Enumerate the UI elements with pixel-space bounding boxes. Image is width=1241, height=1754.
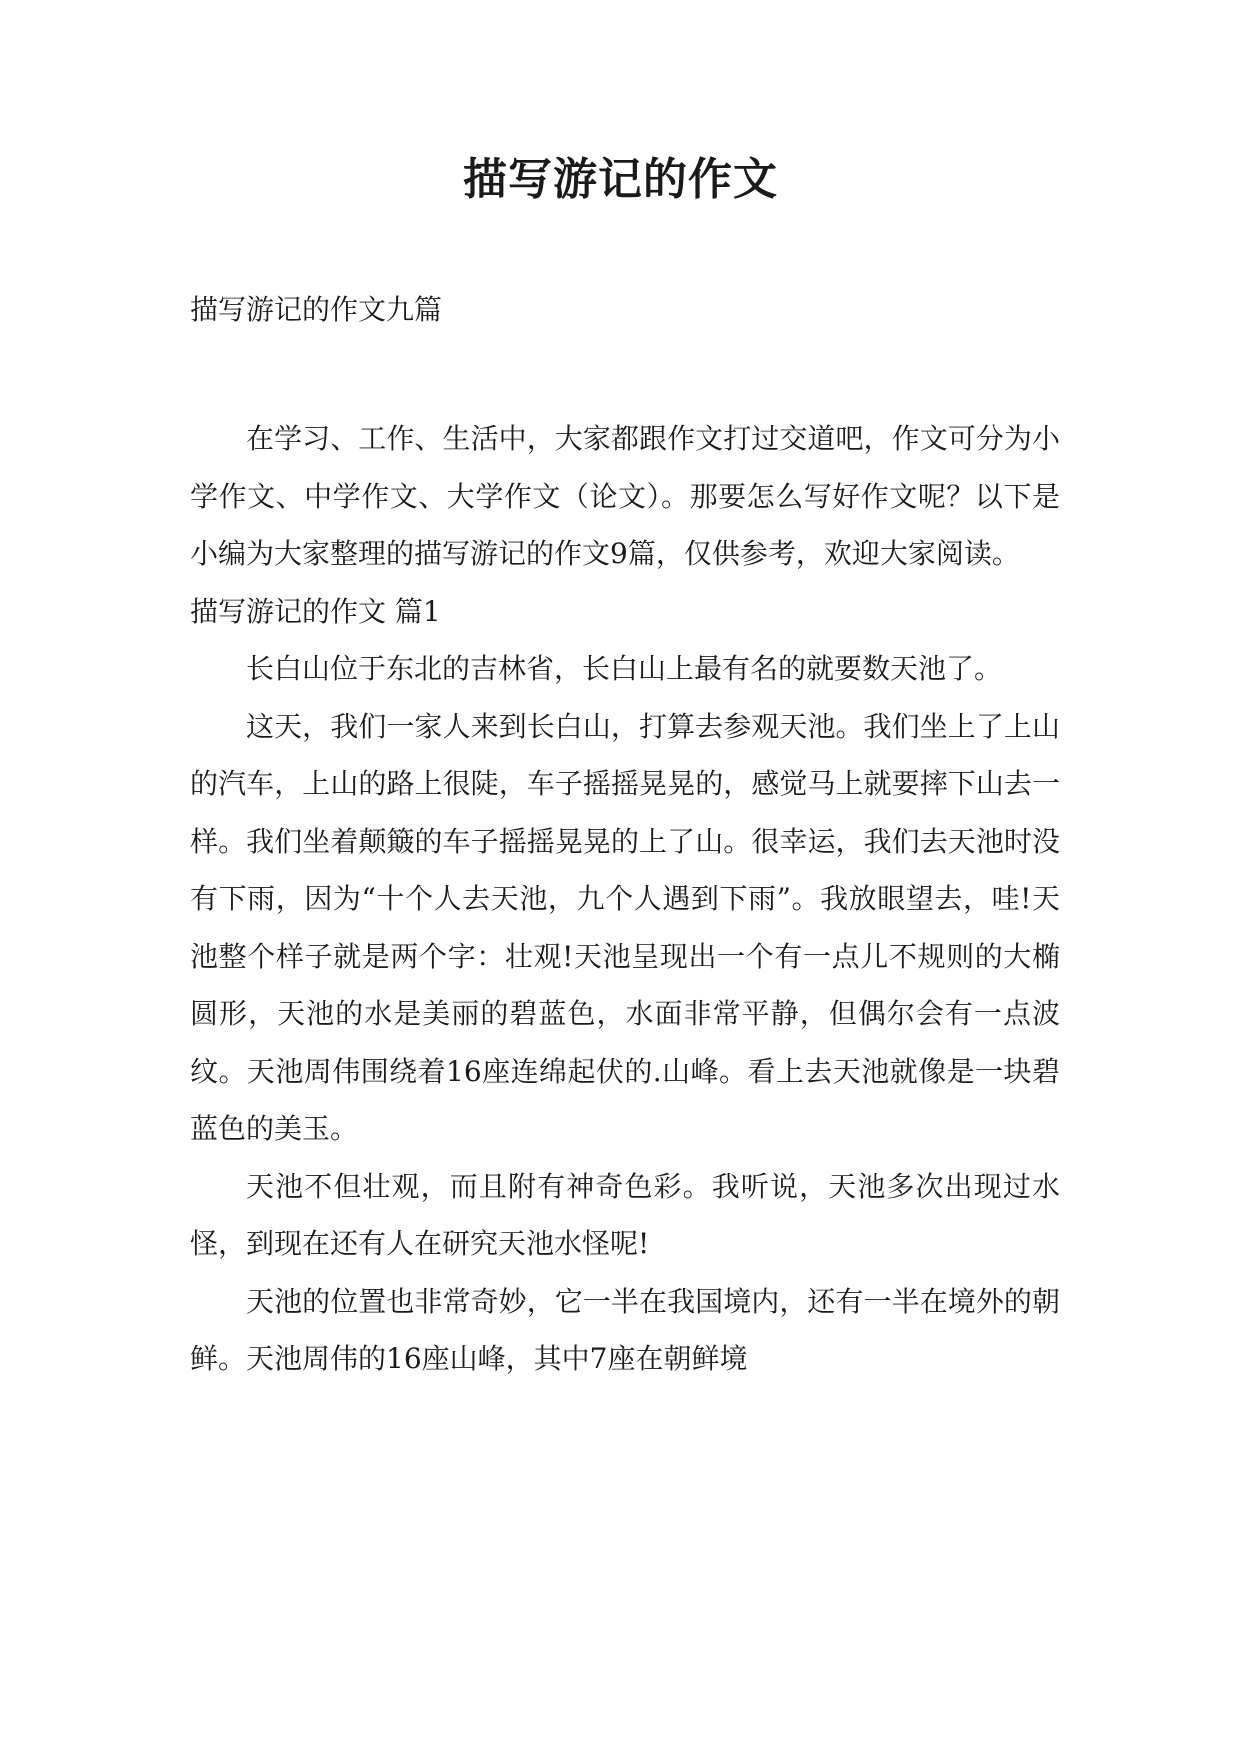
body-paragraph: 这天，我们一家人来到长白山，打算去参观天池。我们坐上了上山的汽车，上山的路上很陡，车子摇摇晃晃的，感觉马上就要摔下山去一样。我们坐着颠簸的车子摇摇晃晃的上了山。很幸运，我们去天池时没有下雨，因为“十个人去天池，九个人遇到下雨”。我放眼望去，哇!天池整个样子就是两个字：壮观!天池呈现出一个有一点儿不规则的大椭圆形，天池的水是美丽的碧蓝色，水面非常平静，但偶尔会有一点波纹。天池周伟围绕着16座连绵起伏的.山峰。看上去天池就像是一块碧蓝色的美玉。 bbox=[190, 709, 1060, 1145]
document-body bbox=[190, 410, 1060, 1388]
body-paragraph: 天池不但壮观，而且附有神奇色彩。我听说，天池多次出现过水怪，到现在还有人在研究天池水怪呢! bbox=[190, 1169, 1060, 1260]
document-subtitle: 描写游记的作文九篇 bbox=[190, 293, 443, 326]
section-heading: 描写游记的作文 篇1 bbox=[190, 594, 441, 628]
body-paragraph: 在学习、工作、生活中，大家都跟作文打过交道吧，作文可分为小学作文、中学作文、大学作文（论文）。那要怎么写好作文呢？以下是小编为大家整理的描写游记的作文9篇，仅供参考，欢迎大家阅读。 bbox=[190, 422, 1060, 570]
body-paragraph: 长白山位于东北的吉林省，长白山上最有名的就要数天池了。 bbox=[246, 652, 1003, 685]
body-paragraph: 天池的位置也非常奇妙，它一半在我国境内，还有一半在境外的朝鲜。天池周伟的16座山峰，其中7座在朝鲜境 bbox=[190, 1284, 1060, 1375]
document-title: 描写游记的作文 bbox=[463, 154, 778, 205]
